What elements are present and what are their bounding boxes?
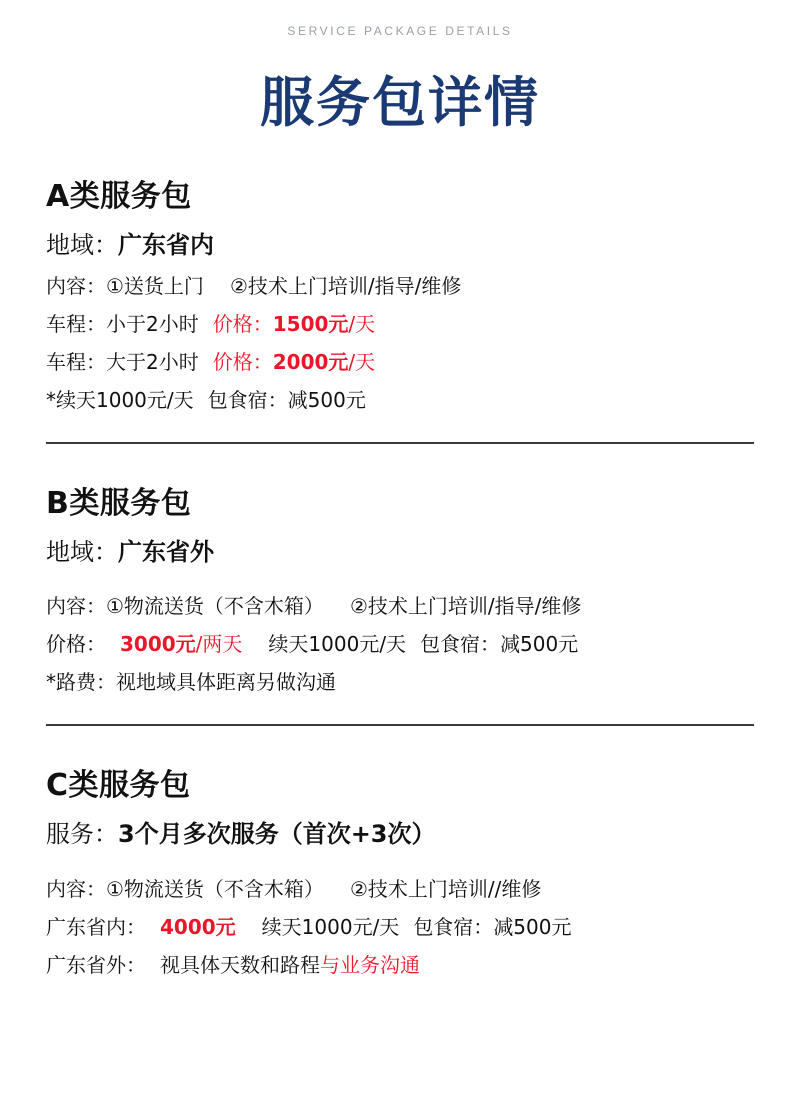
section-package-b xyxy=(40,478,760,698)
section-b-board-label: 包食宿： xyxy=(420,632,501,657)
section-b-title: B类服务包 xyxy=(46,486,192,522)
section-b-content-label: 内容： xyxy=(46,594,106,619)
section-a-row1 xyxy=(46,309,754,340)
section-b-price-row xyxy=(46,629,754,660)
section-c-content xyxy=(46,874,754,905)
section-c-content-item1: ①物流送货（不含木箱） xyxy=(106,876,324,901)
section-a-row1-price-label: 价格： xyxy=(212,312,273,337)
section-package-a xyxy=(40,171,760,416)
section-c-title: C类服务包 xyxy=(46,768,191,804)
section-a-note xyxy=(46,385,754,416)
section-a-row1-price-value: 1500元 xyxy=(272,312,349,337)
section-a-row2-price-label: 价格： xyxy=(212,350,273,375)
section-c-inside-extra-day: 续天1000元/天 xyxy=(261,914,400,939)
section-c-inside-label: 广东省内： xyxy=(46,914,146,939)
section-c-service-label: 服务： xyxy=(46,820,118,849)
section-b-content xyxy=(46,591,754,622)
section-package-c xyxy=(40,760,760,980)
section-a-row1-trip-value: 小于2小时 xyxy=(106,312,199,337)
section-a-row1-trip-label: 车程： xyxy=(46,312,106,337)
section-a-row1-price-unit: /天 xyxy=(348,312,376,337)
section-c-inside-board-label: 包食宿： xyxy=(413,914,494,939)
section-c-outside-text: 视具体天数和路程 xyxy=(160,952,320,977)
section-c-content-item2: ②技术上门培训//维修 xyxy=(349,876,542,901)
eyebrow-text: SERVICE PACKAGE DETAILS xyxy=(287,24,513,38)
section-c-outside-label: 广东省外： xyxy=(46,952,146,977)
section-a-row2 xyxy=(46,347,754,378)
section-a-note-board-value: 减500元 xyxy=(287,388,366,413)
section-a-note-extra-day: *续天1000元/天 xyxy=(46,388,194,413)
section-a-region xyxy=(46,227,754,264)
section-b-region xyxy=(46,534,754,571)
section-c-service-value: 3个月多次服务（首次+3次） xyxy=(118,820,436,849)
section-c-inside-price: 4000元 xyxy=(160,914,236,939)
section-a-region-value: 广东省内 xyxy=(118,231,214,259)
section-b-board-value: 减500元 xyxy=(500,632,579,657)
section-b-price-value: 3000元 xyxy=(120,632,196,657)
section-b-content-item1: ①物流送货（不含木箱） xyxy=(106,594,324,619)
section-c-service xyxy=(46,816,754,853)
section-b-region-label: 地域： xyxy=(46,538,118,567)
section-c-outside-highlight: 与业务沟通 xyxy=(320,952,420,977)
section-c-content-label: 内容： xyxy=(46,876,106,901)
section-a-row2-price-value: 2000元 xyxy=(272,350,349,375)
section-a-content-item2: ②技术上门培训/指导/维修 xyxy=(229,274,462,299)
section-c-inside-board-value: 减500元 xyxy=(493,914,572,939)
section-a-row2-trip-label: 车程： xyxy=(46,350,106,375)
section-a-title: A类服务包 xyxy=(46,179,192,214)
section-a-row2-price-unit: /天 xyxy=(348,350,376,375)
section-b-price-label: 价格： xyxy=(46,632,106,657)
section-a-content-item1: ①送货上门 xyxy=(106,274,204,299)
section-a-region-label: 地域： xyxy=(46,231,118,259)
divider-a-b xyxy=(46,442,754,444)
section-a-note-board-label: 包食宿： xyxy=(207,388,288,413)
section-c-outside-row xyxy=(46,950,754,981)
section-a-row2-trip-value: 大于2小时 xyxy=(106,350,199,375)
divider-b-c xyxy=(46,724,754,726)
section-c-inside-row xyxy=(46,912,754,943)
section-b-content-item2: ②技术上门培训/指导/维修 xyxy=(349,594,582,619)
section-b-note-travel: *路费：视地域具体距离另做沟通 xyxy=(46,670,336,695)
page-title: 服务包详情 xyxy=(260,71,540,134)
section-a-content xyxy=(46,271,754,302)
section-a-content-label: 内容： xyxy=(46,274,106,299)
section-b-extra-day: 续天1000元/天 xyxy=(268,632,407,657)
section-b-region-value: 广东省外 xyxy=(118,538,214,567)
section-b-price-unit: /两天 xyxy=(195,632,243,657)
